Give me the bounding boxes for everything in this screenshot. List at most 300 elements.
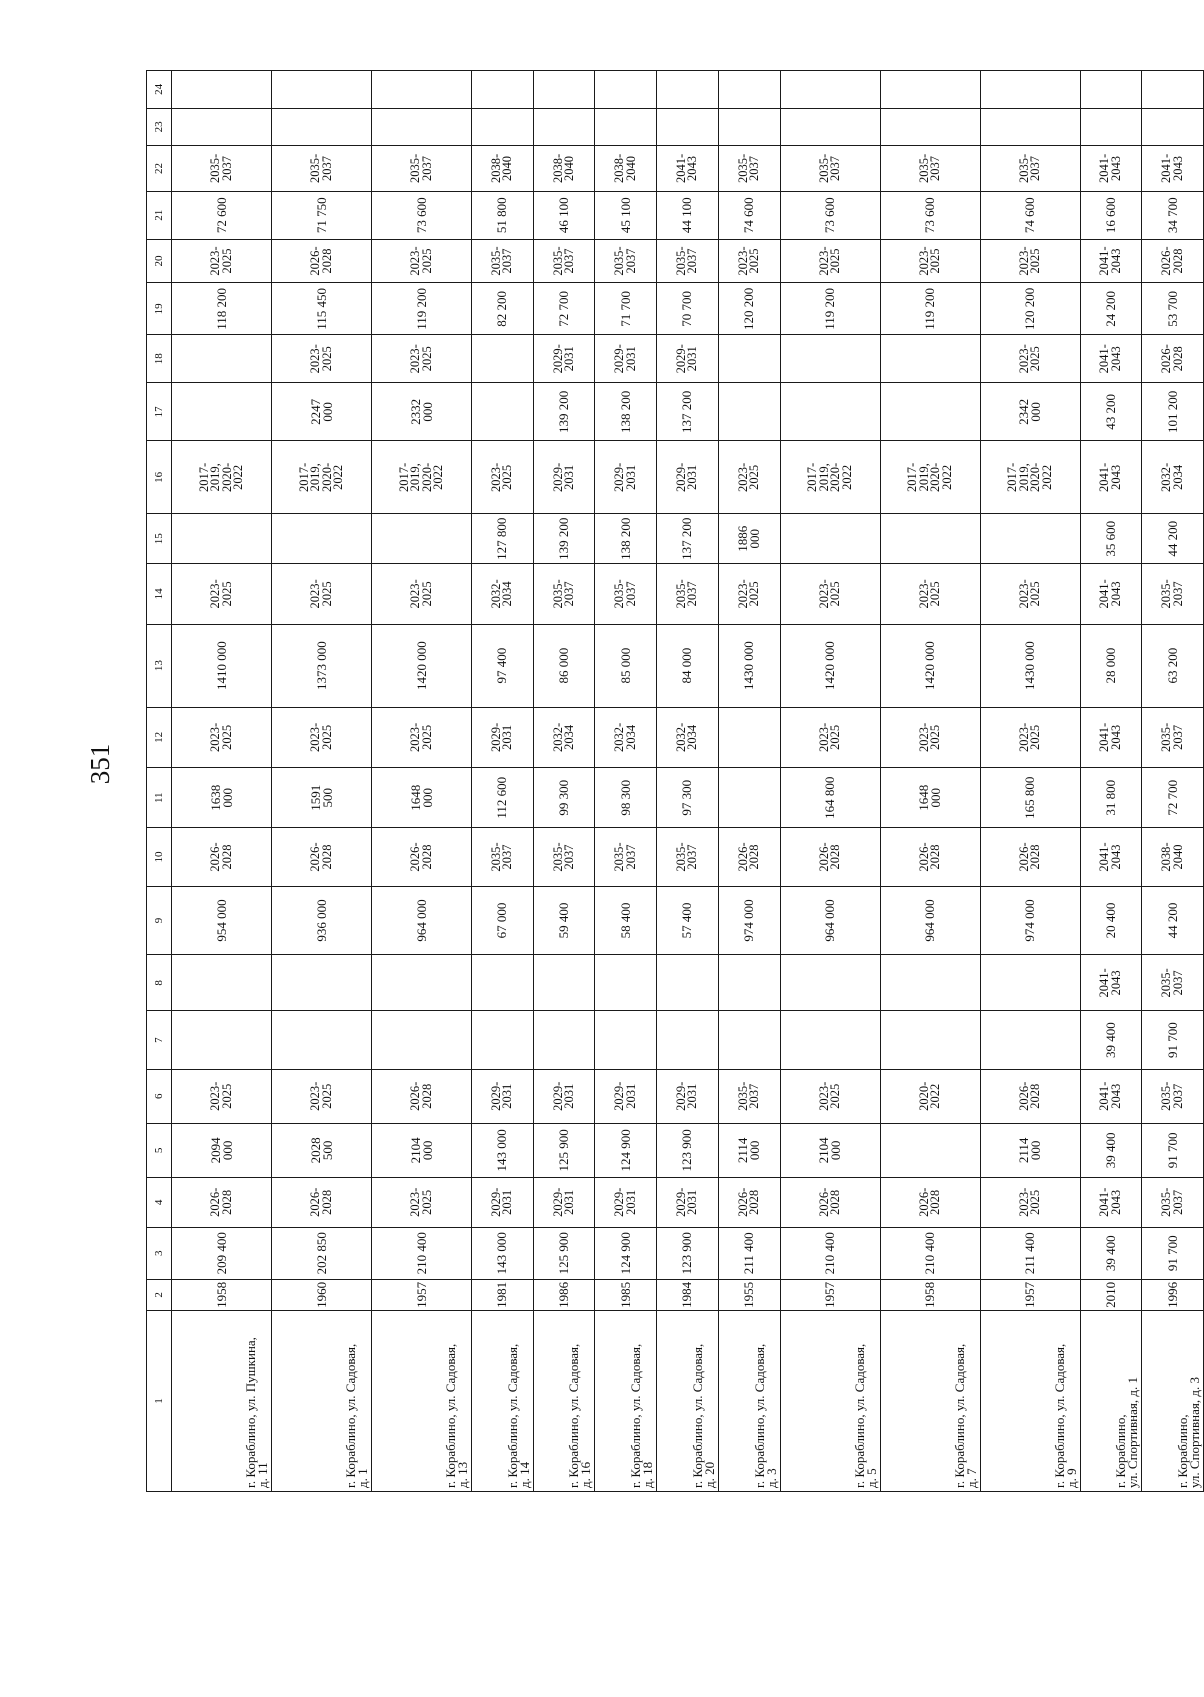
table-cell: 2029- 2031 <box>595 1069 657 1123</box>
table-cell: 2035- 2037 <box>172 146 272 192</box>
table-cell <box>657 955 719 1011</box>
table-cell <box>272 514 372 564</box>
table-cell: 2038- 2040 <box>533 146 595 192</box>
table-cell: 2029- 2031 <box>533 335 595 383</box>
table-cell: 164 800 <box>780 768 880 828</box>
table-cell: 2035- 2037 <box>980 146 1080 192</box>
table-cell <box>533 108 595 145</box>
table-cell: 2026- 2028 <box>718 1177 780 1227</box>
table-cell: 2029- 2031 <box>533 1069 595 1123</box>
table-cell <box>657 108 719 145</box>
column-number-header: 23 <box>147 108 172 145</box>
table-cell <box>780 383 880 441</box>
table-cell: 2026- 2028 <box>780 1177 880 1227</box>
table-cell: 2026- 2028 <box>272 239 372 283</box>
table-cell: 2038- 2040 <box>472 146 534 192</box>
column-number-header: 8 <box>147 955 172 1011</box>
column-number-header: 5 <box>147 1123 172 1177</box>
column-number-header: 22 <box>147 146 172 192</box>
table-cell: 2010 <box>1080 1279 1142 1310</box>
table-cell: 2029- 2031 <box>657 1177 719 1227</box>
table-cell: 124 900 <box>595 1123 657 1177</box>
table-row <box>718 71 780 1492</box>
table-cell: 71 750 <box>272 191 372 239</box>
table-cell <box>472 108 534 145</box>
table-cell: 51 800 <box>472 191 534 239</box>
table-cell: 1957 <box>372 1279 472 1310</box>
table-cell: 2035- 2037 <box>533 564 595 624</box>
table-cell: 165 800 <box>980 768 1080 828</box>
table-cell <box>472 955 534 1011</box>
table-cell: 1410 000 <box>172 624 272 707</box>
table-cell: 2026- 2028 <box>980 828 1080 886</box>
address-cell: г. Кораблино, ул. Садовая, д. 20 <box>657 1311 719 1492</box>
table-cell: 2035- 2037 <box>657 828 719 886</box>
column-number-header: 14 <box>147 564 172 624</box>
table-cell <box>780 514 880 564</box>
capital-repair-table <box>146 70 1204 1492</box>
table-cell <box>595 955 657 1011</box>
table-cell: 974 000 <box>980 886 1080 955</box>
table-cell: 974 000 <box>718 886 780 955</box>
table-cell: 1958 <box>172 1279 272 1310</box>
table-cell: 2023- 2025 <box>172 564 272 624</box>
table-cell: 125 900 <box>533 1227 595 1279</box>
table-cell: 2041- 2043 <box>1080 564 1142 624</box>
table-cell: 2035- 2037 <box>533 239 595 283</box>
table-cell: 2023- 2025 <box>980 239 1080 283</box>
table-cell <box>880 108 980 145</box>
table-cell <box>272 71 372 109</box>
table-cell: 2017- 2019, 2020- 2022 <box>372 441 472 514</box>
table-cell: 71 700 <box>595 283 657 335</box>
table-cell <box>780 108 880 145</box>
table-cell: 2041- 2043 <box>1080 146 1142 192</box>
table-cell: 2023- 2025 <box>372 335 472 383</box>
table-cell: 2023- 2025 <box>372 564 472 624</box>
table-cell <box>718 383 780 441</box>
table-cell: 39 400 <box>1080 1123 1142 1177</box>
table-cell: 2035- 2037 <box>595 828 657 886</box>
table-cell: 2041- 2043 <box>1080 239 1142 283</box>
table-cell: 112 600 <box>472 768 534 828</box>
table-cell <box>172 335 272 383</box>
table-cell: 57 400 <box>657 886 719 955</box>
table-cell: 2028 500 <box>272 1123 372 1177</box>
table-cell: 1420 000 <box>780 624 880 707</box>
column-number-header: 24 <box>147 71 172 109</box>
table-cell: 63 200 <box>1142 624 1204 707</box>
table-cell: 124 900 <box>595 1227 657 1279</box>
table-cell: 53 700 <box>1142 283 1204 335</box>
table-cell <box>595 108 657 145</box>
table-cell: 2023- 2025 <box>372 1177 472 1227</box>
table-cell: 2026- 2028 <box>880 1177 980 1227</box>
table-cell: 59 400 <box>533 886 595 955</box>
table-cell: 2029- 2031 <box>595 1177 657 1227</box>
table-cell: 73 600 <box>372 191 472 239</box>
table-cell: 2035- 2037 <box>533 828 595 886</box>
table-cell: 115 450 <box>272 283 372 335</box>
table-cell: 72 700 <box>1142 768 1204 828</box>
table-cell: 139 200 <box>533 383 595 441</box>
table-cell <box>533 1011 595 1069</box>
column-number-header: 10 <box>147 828 172 886</box>
table-cell: 964 000 <box>780 886 880 955</box>
table-cell: 211 400 <box>718 1227 780 1279</box>
table-cell: 2023- 2025 <box>272 1069 372 1123</box>
table-cell: 91 700 <box>1142 1227 1204 1279</box>
table-cell: 2104 000 <box>780 1123 880 1177</box>
table-cell: 44 200 <box>1142 886 1204 955</box>
table-cell <box>372 514 472 564</box>
column-number-header: 2 <box>147 1279 172 1310</box>
table-cell <box>372 955 472 1011</box>
table-cell <box>718 1011 780 1069</box>
table-cell: 2032- 2034 <box>1142 441 1204 514</box>
table-cell <box>172 955 272 1011</box>
table-cell: 2020- 2022 <box>880 1069 980 1123</box>
table-row <box>880 71 980 1492</box>
table-cell: 202 850 <box>272 1227 372 1279</box>
table-cell: 1430 000 <box>718 624 780 707</box>
table-cell: 137 200 <box>657 383 719 441</box>
table-cell <box>595 1011 657 1069</box>
table-cell: 1960 <box>272 1279 372 1310</box>
table-cell: 2035- 2037 <box>1142 564 1204 624</box>
table-cell <box>880 71 980 109</box>
table-cell <box>718 335 780 383</box>
table-cell: 2035- 2037 <box>1142 707 1204 767</box>
table-cell <box>780 71 880 109</box>
table-cell: 2035- 2037 <box>272 146 372 192</box>
table-cell: 82 200 <box>472 283 534 335</box>
table-cell <box>472 1011 534 1069</box>
table-cell: 58 400 <box>595 886 657 955</box>
table-cell <box>880 383 980 441</box>
column-number-header: 3 <box>147 1227 172 1279</box>
column-number-header: 15 <box>147 514 172 564</box>
table-cell: 39 400 <box>1080 1227 1142 1279</box>
table-cell: 1957 <box>780 1279 880 1310</box>
table-cell: 1957 <box>980 1279 1080 1310</box>
table-cell: 1955 <box>718 1279 780 1310</box>
table-cell: 2017- 2019, 2020- 2022 <box>980 441 1080 514</box>
table-cell: 35 600 <box>1080 514 1142 564</box>
table-row <box>1080 71 1142 1492</box>
table-cell <box>1142 108 1204 145</box>
table-cell: 2029- 2031 <box>657 441 719 514</box>
table-cell: 72 600 <box>172 191 272 239</box>
table-cell: 2023- 2025 <box>980 335 1080 383</box>
table-body <box>172 71 1204 1492</box>
table-cell: 2035- 2037 <box>718 146 780 192</box>
table-cell: 2023- 2025 <box>272 707 372 767</box>
table-cell: 2023- 2025 <box>880 239 980 283</box>
table-cell: 1648 000 <box>880 768 980 828</box>
table-cell: 2032- 2034 <box>657 707 719 767</box>
table-cell <box>372 1011 472 1069</box>
table-cell: 1648 000 <box>372 768 472 828</box>
address-cell: г. Кораблино, ул. Садовая, д. 5 <box>780 1311 880 1492</box>
table-cell: 2017- 2019, 2020- 2022 <box>172 441 272 514</box>
table-cell <box>880 514 980 564</box>
table-row <box>780 71 880 1492</box>
table-cell: 39 400 <box>1080 1011 1142 1069</box>
table-cell: 74 600 <box>980 191 1080 239</box>
table-cell: 127 800 <box>472 514 534 564</box>
table-cell: 28 000 <box>1080 624 1142 707</box>
table-cell: 31 800 <box>1080 768 1142 828</box>
table-cell: 2035- 2037 <box>880 146 980 192</box>
table-cell <box>980 71 1080 109</box>
table-cell: 2023- 2025 <box>880 564 980 624</box>
table-cell: 2023- 2025 <box>172 707 272 767</box>
address-cell: г. Кораблино, ул. Пушкина, д. 11 <box>172 1311 272 1492</box>
table-cell: 72 700 <box>533 283 595 335</box>
table-cell: 101 200 <box>1142 383 1204 441</box>
table-cell: 120 200 <box>980 283 1080 335</box>
table-cell <box>595 71 657 109</box>
table-cell <box>880 955 980 1011</box>
table-cell <box>172 1011 272 1069</box>
table-cell: 2026- 2028 <box>172 828 272 886</box>
table-cell: 2041- 2043 <box>1080 441 1142 514</box>
address-cell: г. Кораблино, ул. Садовая, д. 1 <box>272 1311 372 1492</box>
table-cell: 2026- 2028 <box>718 828 780 886</box>
table-cell <box>172 514 272 564</box>
table-cell: 2035- 2037 <box>595 239 657 283</box>
table-cell: 2342 000 <box>980 383 1080 441</box>
table-cell <box>272 1011 372 1069</box>
table-cell: 2023- 2025 <box>980 707 1080 767</box>
table-cell <box>780 955 880 1011</box>
table-cell <box>372 108 472 145</box>
table-row <box>595 71 657 1492</box>
table-cell: 1996 <box>1142 1279 1204 1310</box>
table-cell <box>718 768 780 828</box>
table-cell: 2035- 2037 <box>372 146 472 192</box>
table-cell: 2035- 2037 <box>657 564 719 624</box>
table-cell: 85 000 <box>595 624 657 707</box>
table-cell: 1986 <box>533 1279 595 1310</box>
table-cell: 119 200 <box>880 283 980 335</box>
table-cell: 24 200 <box>1080 283 1142 335</box>
table-cell <box>372 71 472 109</box>
column-number-header: 18 <box>147 335 172 383</box>
table-cell <box>472 383 534 441</box>
table-cell <box>172 71 272 109</box>
table-cell <box>1142 71 1204 109</box>
table-cell: 1984 <box>657 1279 719 1310</box>
table-cell: 2026- 2028 <box>880 828 980 886</box>
table-cell: 1373 000 <box>272 624 372 707</box>
table-cell: 138 200 <box>595 514 657 564</box>
table-cell <box>780 335 880 383</box>
table-cell: 2035- 2037 <box>1142 955 1204 1011</box>
table-cell <box>980 514 1080 564</box>
table-cell: 2029- 2031 <box>595 441 657 514</box>
table-cell: 2023- 2025 <box>372 239 472 283</box>
table-cell: 2026- 2028 <box>780 828 880 886</box>
table-cell: 2023- 2025 <box>272 335 372 383</box>
table-row <box>657 71 719 1492</box>
table-row <box>172 71 272 1492</box>
table-cell: 2023- 2025 <box>718 239 780 283</box>
table-cell: 2017- 2019, 2020- 2022 <box>780 441 880 514</box>
table-cell: 2041- 2043 <box>657 146 719 192</box>
table-row <box>472 71 534 1492</box>
table-cell: 210 400 <box>880 1227 980 1279</box>
column-number-header: 16 <box>147 441 172 514</box>
table-cell: 139 200 <box>533 514 595 564</box>
table-cell <box>718 71 780 109</box>
table-cell: 1638 000 <box>172 768 272 828</box>
table-cell: 2032- 2034 <box>472 564 534 624</box>
table-cell: 91 700 <box>1142 1011 1204 1069</box>
table-cell: 2023- 2025 <box>372 707 472 767</box>
table-cell <box>780 1011 880 1069</box>
column-number-header: 11 <box>147 768 172 828</box>
table-cell: 2041- 2043 <box>1080 955 1142 1011</box>
table-cell: 70 700 <box>657 283 719 335</box>
table-cell: 2035- 2037 <box>780 146 880 192</box>
table-cell: 2114 000 <box>980 1123 1080 1177</box>
table-cell: 74 600 <box>718 191 780 239</box>
table-cell: 138 200 <box>595 383 657 441</box>
table-cell <box>472 335 534 383</box>
table-cell: 2038- 2040 <box>1142 828 1204 886</box>
table-cell: 2041- 2043 <box>1142 146 1204 192</box>
table-cell: 2035- 2037 <box>595 564 657 624</box>
table-cell: 2023- 2025 <box>172 1069 272 1123</box>
table-cell <box>718 108 780 145</box>
address-cell: г. Кораблино, ул. Спортивная, д. 1 <box>1080 1311 1142 1492</box>
address-cell: г. Кораблино, ул. Садовая, д. 18 <box>595 1311 657 1492</box>
column-number-header: 13 <box>147 624 172 707</box>
table-cell: 2332 000 <box>372 383 472 441</box>
table-cell: 119 200 <box>372 283 472 335</box>
table-cell: 2023- 2025 <box>780 239 880 283</box>
table-cell: 2023- 2025 <box>272 564 372 624</box>
table-cell: 1981 <box>472 1279 534 1310</box>
table-cell: 209 400 <box>172 1227 272 1279</box>
page-number: 351 <box>85 743 115 785</box>
table-cell <box>718 707 780 767</box>
table-cell: 210 400 <box>372 1227 472 1279</box>
table-cell <box>980 1011 1080 1069</box>
table-cell: 2247 000 <box>272 383 372 441</box>
table-cell: 16 600 <box>1080 191 1142 239</box>
table-cell: 2029- 2031 <box>657 335 719 383</box>
table-row <box>980 71 1080 1492</box>
table-cell: 2023- 2025 <box>780 1069 880 1123</box>
table-cell <box>718 955 780 1011</box>
table-cell: 2035- 2037 <box>472 239 534 283</box>
table-cell <box>980 108 1080 145</box>
table-cell: 936 000 <box>272 886 372 955</box>
table-cell: 1430 000 <box>980 624 1080 707</box>
table-cell: 964 000 <box>880 886 980 955</box>
table-cell: 2026- 2028 <box>172 1177 272 1227</box>
address-cell: г. Кораблино, ул. Садовая, д. 16 <box>533 1311 595 1492</box>
table-cell <box>880 335 980 383</box>
table-cell: 91 700 <box>1142 1123 1204 1177</box>
table-cell: 2026- 2028 <box>372 1069 472 1123</box>
table-cell: 67 000 <box>472 886 534 955</box>
table-cell: 2023- 2025 <box>980 564 1080 624</box>
address-cell: г. Кораблино, ул. Садовая, д. 3 <box>718 1311 780 1492</box>
column-number-header: 9 <box>147 886 172 955</box>
table-cell <box>472 71 534 109</box>
table-cell: 1958 <box>880 1279 980 1310</box>
table-cell: 2023- 2025 <box>780 707 880 767</box>
table-cell: 123 900 <box>657 1227 719 1279</box>
table-cell <box>533 71 595 109</box>
table-cell <box>980 955 1080 1011</box>
table-cell: 2026- 2028 <box>1142 335 1204 383</box>
column-number-header: 20 <box>147 239 172 283</box>
table-cell <box>272 108 372 145</box>
table-cell: 1420 000 <box>880 624 980 707</box>
table-cell: 2038- 2040 <box>595 146 657 192</box>
table-cell: 44 200 <box>1142 514 1204 564</box>
table-cell: 97 300 <box>657 768 719 828</box>
table-row <box>533 71 595 1492</box>
table-cell: 2023- 2025 <box>472 441 534 514</box>
table-cell: 211 400 <box>980 1227 1080 1279</box>
column-number-row <box>147 71 172 1492</box>
table-cell: 119 200 <box>780 283 880 335</box>
table-cell: 99 300 <box>533 768 595 828</box>
table-cell: 2026- 2028 <box>372 828 472 886</box>
table-row <box>1142 71 1204 1492</box>
table-cell: 2029- 2031 <box>657 1069 719 1123</box>
column-number-header: 21 <box>147 191 172 239</box>
table-cell: 2023- 2025 <box>718 441 780 514</box>
table-cell: 43 200 <box>1080 383 1142 441</box>
column-number-header: 4 <box>147 1177 172 1227</box>
table-cell: 2035- 2037 <box>657 239 719 283</box>
table-cell: 73 600 <box>880 191 980 239</box>
table-cell: 2026- 2028 <box>980 1069 1080 1123</box>
table-cell: 954 000 <box>172 886 272 955</box>
table-cell: 97 400 <box>472 624 534 707</box>
table-cell: 1420 000 <box>372 624 472 707</box>
table-cell: 2026- 2028 <box>272 828 372 886</box>
table-cell: 2094 000 <box>172 1123 272 1177</box>
table-cell: 2114 000 <box>718 1123 780 1177</box>
table-cell: 2029- 2031 <box>595 335 657 383</box>
table-cell: 2023- 2025 <box>780 564 880 624</box>
address-cell: г. Кораблино, ул. Садовая, д. 13 <box>372 1311 472 1492</box>
table-cell <box>1080 71 1142 109</box>
table-cell: 73 600 <box>780 191 880 239</box>
table-cell <box>272 955 372 1011</box>
address-cell: г. Кораблино, ул. Спортивная, д. 3 <box>1142 1311 1204 1492</box>
table-cell: 137 200 <box>657 514 719 564</box>
table-cell: 2017- 2019, 2020- 2022 <box>880 441 980 514</box>
address-cell: г. Кораблино, ул. Садовая, д. 14 <box>472 1311 534 1492</box>
table-cell: 2017- 2019, 2020- 2022 <box>272 441 372 514</box>
table-cell: 46 100 <box>533 191 595 239</box>
table-cell: 143 000 <box>472 1227 534 1279</box>
table-cell: 2035- 2037 <box>718 1069 780 1123</box>
column-number-header: 17 <box>147 383 172 441</box>
table-cell: 2029- 2031 <box>533 1177 595 1227</box>
table-cell <box>880 1123 980 1177</box>
table-cell: 2041- 2043 <box>1080 1069 1142 1123</box>
